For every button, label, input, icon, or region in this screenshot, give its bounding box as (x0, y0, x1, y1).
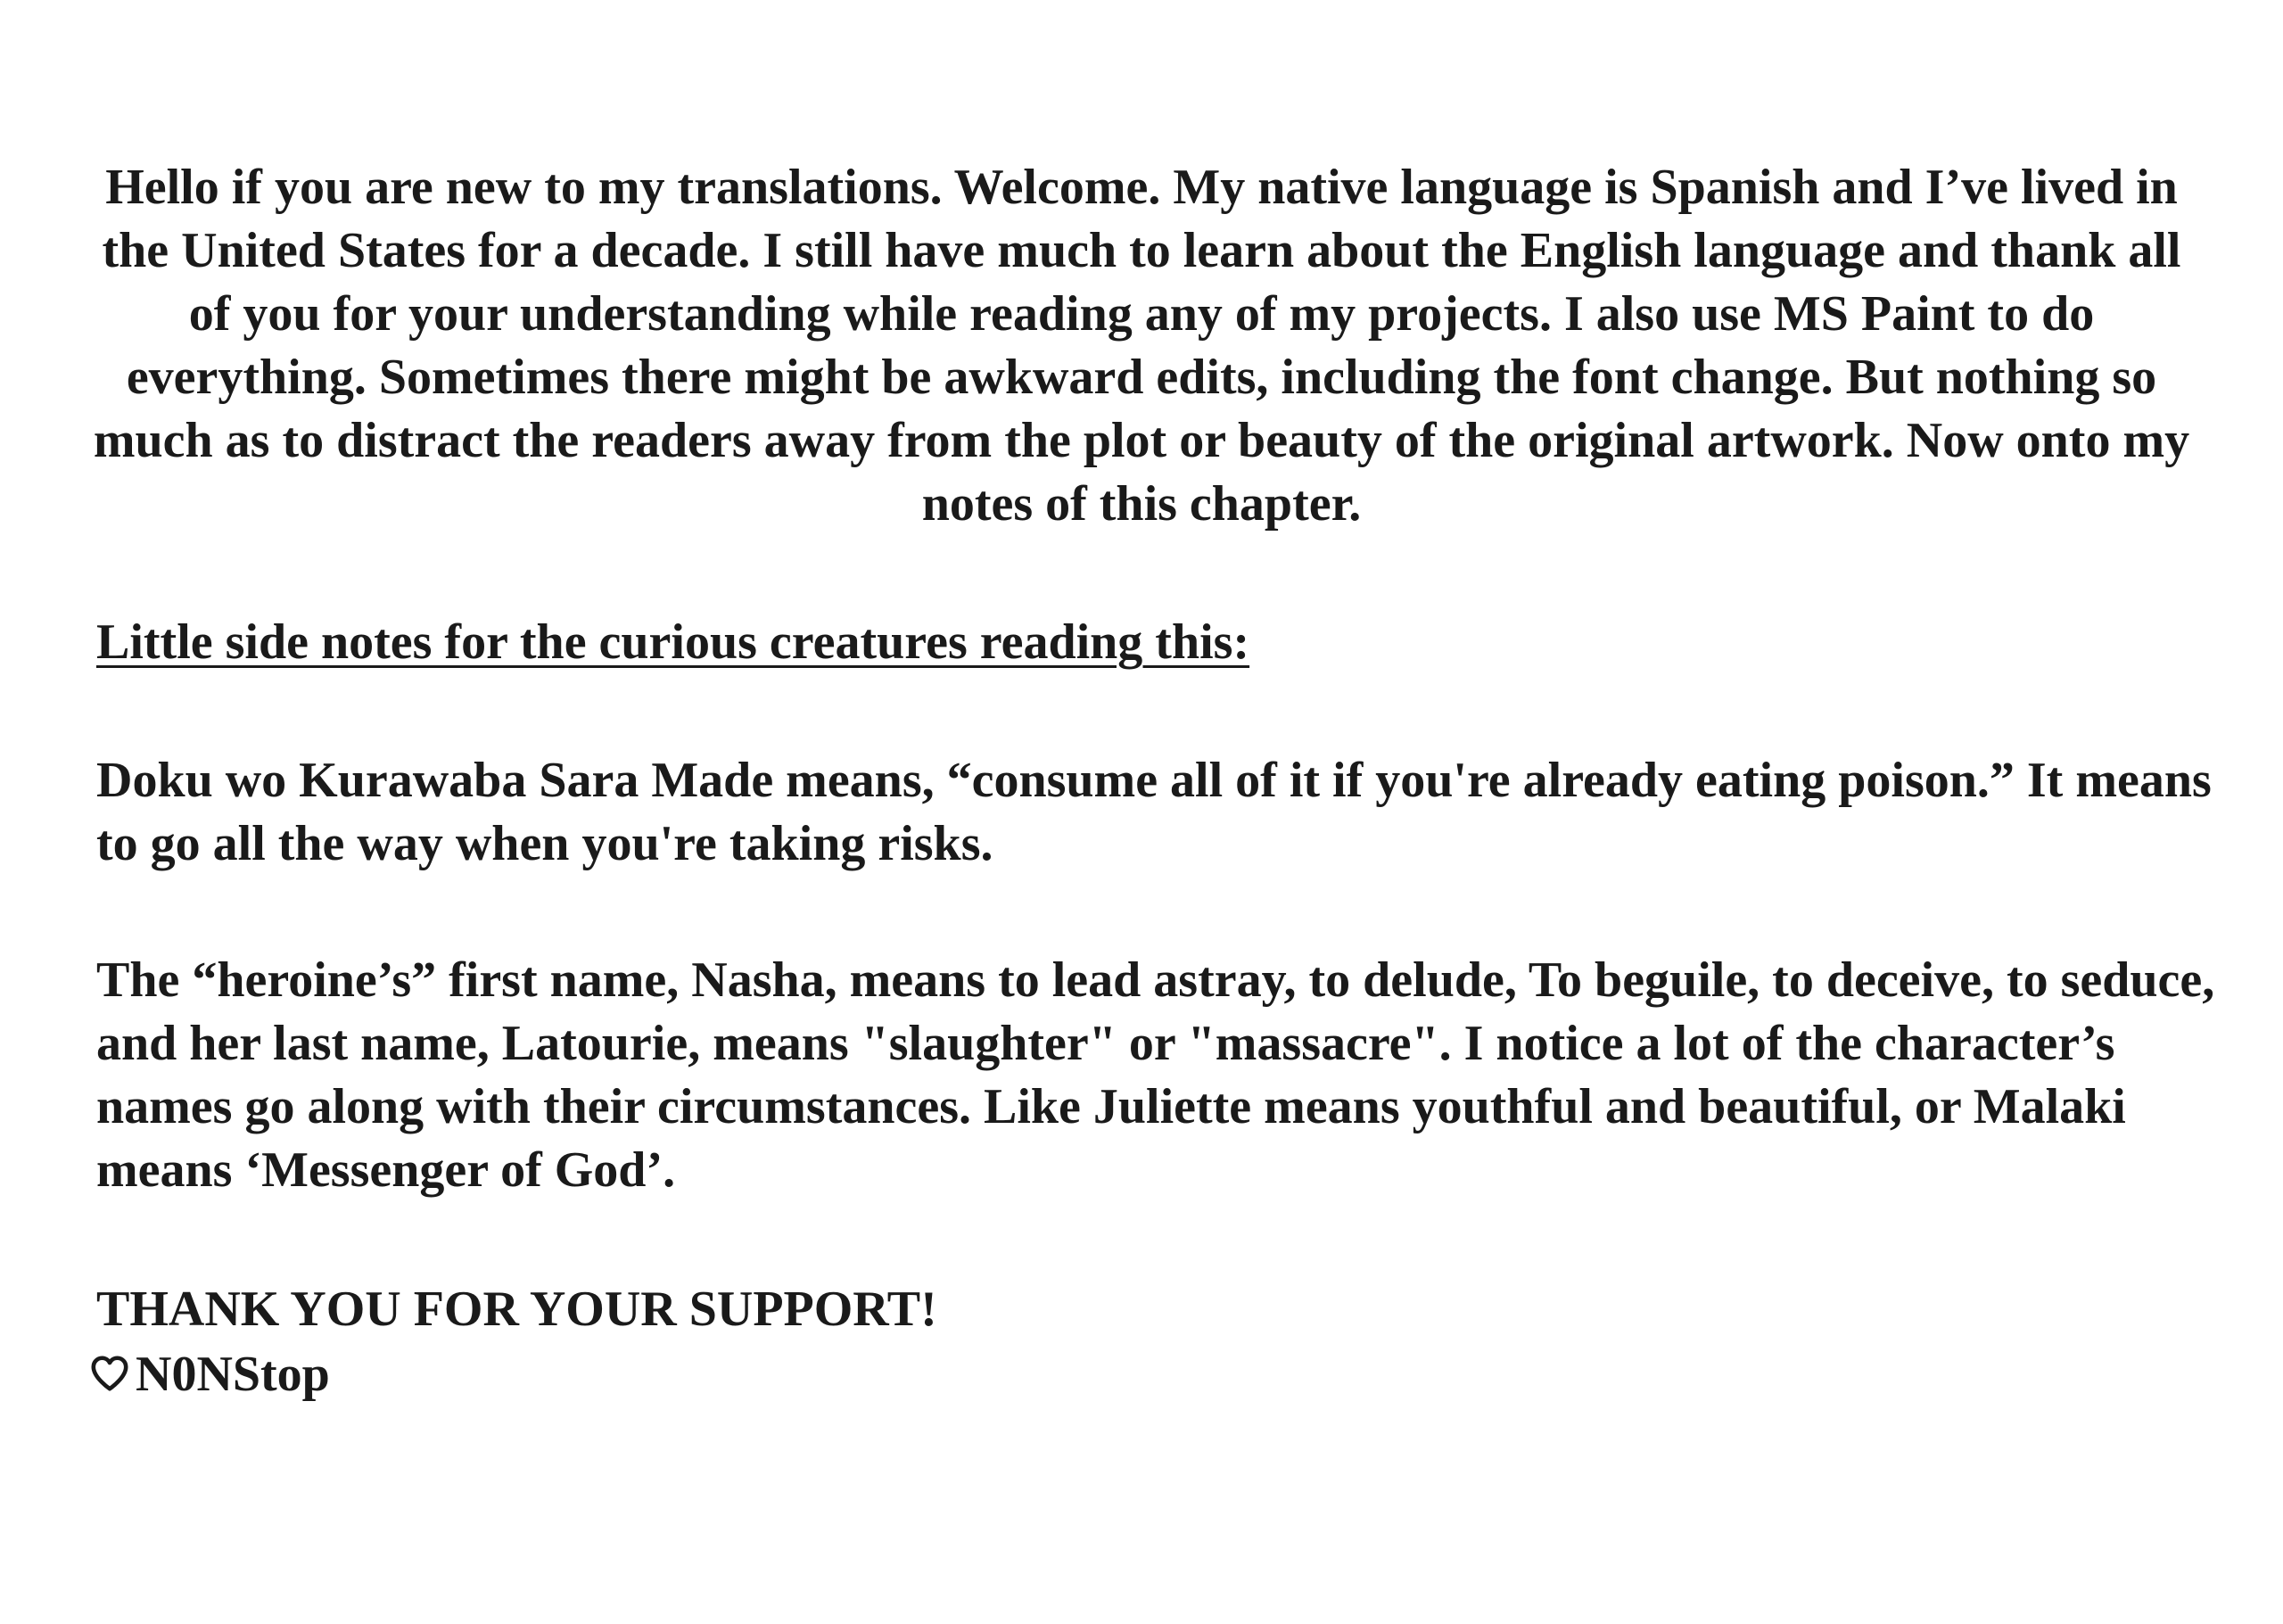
intro-paragraph: Hello if you are new to my translations. Welcome. My native language is Spanish and I’ve lived in the United States for a decade. I still have much to learn about the English language and thank all of you for your understanding while reading any of my projects. I also use MS Paint to do everything. Sometimes there might be awkward edits, including the font change. But nothing so much as to distract the readers away from the plot or beauty of the original artwork. Now onto my notes of this chapter. (93, 160, 2190, 532)
thanks-line: THANK YOU FOR YOUR SUPPORT! (96, 1282, 937, 1337)
note-character-names: The “heroine’s” first name, Nasha, means to lead astray, to delude, To beguile, to deceive, to seduce, and her last name, Latourie, means "slaughter" or "massacre". I notice a lot of the character’s names go along with their circumstances. Like Juliette means youthful and beautiful, or Malaki means ‘Messenger of God’. (96, 952, 2215, 1198)
signature (89, 1343, 330, 1406)
side-notes-heading: Little side notes for the curious creatures reading this: (96, 614, 1250, 670)
signature-name: N0NStop (136, 1347, 330, 1402)
note-doku-wo-kurawaba: Doku wo Kurawaba Sara Made means, “consume all of it if you're already eating poison.” It means to go all the way when you're taking risks. (96, 753, 2212, 871)
heart-outline-icon (89, 1353, 130, 1394)
